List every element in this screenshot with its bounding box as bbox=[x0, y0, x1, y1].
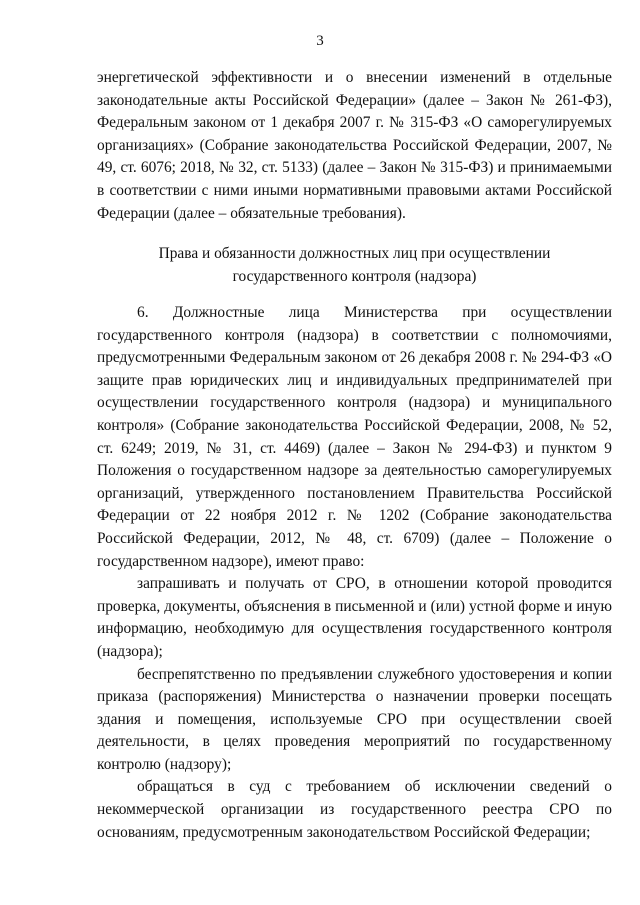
paragraph-6: 6. Должностные лица Министерства при осуществлении государственного контроля (надзора) в соответствии с полномочиями, предусмотренными Федеральным законом от 26 декабря 2008 г. № 294-ФЗ «О защите прав юридических лиц и индивидуальных предпринимателей при осуществлении государственного контроля (надзора) и муниципального контроля» (Собрание законодательства Российской Федерации, 2008, № 52, ст. 6249; 2019, № 31, ст. 4469) (далее – Закон № 294-ФЗ) и пунктом 9 Положения о государственном надзоре за деятельностью саморегулируемых организаций, утвержденного постановлением Правительства Российской Федерации от 22 ноября 2012 г. № 1202 (Собрание законодательства Российской Федерации, 2012, № 48, ст. 6709) (далее – Положение о государственном надзоре), имеют право: bbox=[97, 304, 612, 570]
paragraph-court-appeal: обращаться в суд с требованием об исключении сведений о некоммерческой организации из государственного реестра СРО по основаниям, предусмотренным законодательством Российской Федерации; bbox=[97, 778, 612, 841]
paragraph-request-documents: запрашивать и получать от СРО, в отношении которой проводится проверка, документы, объяснения в письменной и (или) устной форме и иную информацию, необходимую для осуществления государственного контроля (надзора); bbox=[97, 575, 612, 660]
section-heading-line-1: Права и обязанности должностных лиц при осуществлении bbox=[158, 245, 551, 262]
intro-block bbox=[97, 67, 612, 225]
page-number: 3 bbox=[316, 33, 324, 49]
section-heading bbox=[97, 243, 612, 288]
main-text-block bbox=[97, 302, 612, 844]
intro-paragraph: энергетической эффективности и о внесении изменений в отдельные законодательные акты Российской Федерации» (далее – Закон № 261-ФЗ), Федеральным законом от 1 декабря 2007 г. № 315-ФЗ «О саморегулируемых организациях» (Собрание законодательства Российской Федерации, 2007, № 49, ст. 6076; 2018, № 32, ст. 5133) (далее – Закон № 315-ФЗ) и принимаемыми в соответствии с ними иными нормативными правовыми актами Российской Федерации (далее – обязательные требования). bbox=[97, 69, 612, 222]
paragraph-visit-premises: беспрепятственно по предъявлении служебного удостоверения и копии приказа (распоряжения) Министерства о назначении проверки посещать здания и помещения, используемые СРО при осуществлении своей деятельности, в целях проведения мероприятий по государственному контролю (надзору); bbox=[97, 665, 612, 773]
section-heading-line-2: государственного контроля (надзора) bbox=[232, 267, 477, 285]
